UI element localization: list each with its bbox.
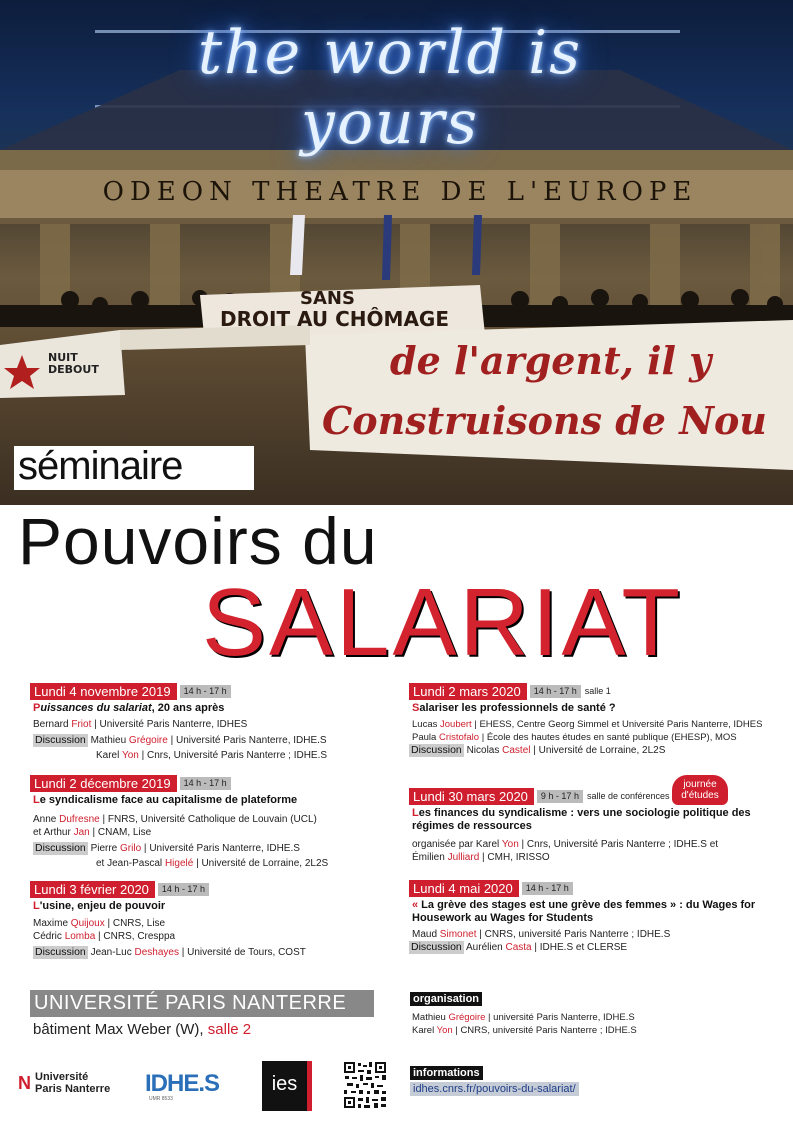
session-hours: 14 h - 17 h [180,777,231,790]
idhes-logo [145,1070,220,1102]
discussant-last-name: Higelé [164,858,194,869]
organiser-first-name: Karel [412,1025,435,1036]
organised-by: organisée par Karel [412,839,500,850]
university-bar: UNIVERSITÉ PARIS NANTERRE [30,990,374,1017]
session-hours: 14 h - 17 h [158,883,209,896]
topic-italic: uissances du salariat [40,702,152,714]
discussion-label: Discussion [35,946,86,958]
topic-initial: L [412,807,419,819]
ies-logo: ies [262,1061,312,1111]
speaker-first-name: Maxime [33,918,69,929]
session-2 [30,775,380,870]
speaker-affiliation: CNRS, Lise [112,918,166,929]
speaker-first-name: Bernard [33,719,69,730]
discussant-first-name: Jean-Luc [90,947,132,958]
speaker-affiliation: Université Paris Nanterre, IDHES [99,719,248,730]
speaker-last-name: Jan [73,827,90,838]
discussant-last-name: Casta [505,942,532,953]
discussant-affiliation: Université de Lorraine, 2L2S [538,745,666,756]
session-hours: 9 h - 17 h [537,790,583,803]
topic-rest: La grève des stages est une grève des femmes » : du Wages for Housework au Wages for Students [412,899,756,924]
session-topic [33,794,380,807]
discussant-first-name: Aurélien [466,942,503,953]
hero-photo [0,0,793,505]
topic-initial: S [412,702,420,714]
discussant-first-name: Nicolas [466,745,500,756]
discussant-affiliation: Université Paris Nanterre, IDHE.S [175,735,327,746]
speaker-first-name: Paula [412,732,437,743]
speaker: Bernard Friot | Université Paris Nanterre, IDHES [33,719,248,730]
venue-building: bâtiment Max Weber (W), [33,1021,204,1038]
session-6 [409,880,779,954]
session-hours: 14 h - 17 h [180,685,231,698]
session-hours: 14 h - 17 h [522,882,573,895]
session-topic [412,807,762,833]
session-5 [409,788,779,864]
discussant-affiliation: Université Paris Nanterre, IDHE.S [149,843,300,854]
session-hours: 14 h - 17 h [530,685,581,698]
session-date: Lundi 4 novembre 2019 [30,683,177,700]
discussion-label: Discussion [411,941,462,953]
discussant: Discussion Aurélien Casta | IDHE.S et CLERSE [411,941,628,953]
discussant-last-name: Castel [502,745,531,756]
topic-rest: alariser les professionnels de santé ? [419,702,616,714]
speaker-last-name: Yon [501,839,519,850]
session-topic [412,899,767,925]
discussant-first-name: et Jean-Pascal [96,858,163,869]
speaker-first-name: Lucas [412,719,438,730]
discussant: Discussion Jean-Luc Deshayes | Université de Tours, COST [35,946,306,958]
speaker-affiliation: FNRS, Université Catholique de Louvain (UCL) [107,814,317,825]
speaker-affiliation: CNRS, Cresppa [103,931,176,942]
banner-construisons: Construisons de Nou [322,398,767,443]
speaker: organisée par Karel Yon | Cnrs, Université Paris Nanterre ; IDHE.S et [412,839,719,850]
topic-rest: 'usine, enjeu de pouvoir [39,900,166,912]
discussant-first-name: Pierre [90,843,118,854]
logo-line-1: Université [35,1071,89,1083]
speaker-first-name: et Arthur [33,827,71,838]
discussant-affiliation: Université de Lorraine, 2L2S [201,858,329,869]
venue [33,1021,251,1038]
idhes-wordmark: IDHE.S [145,1070,220,1097]
logo-text [35,1071,110,1095]
session-topic [412,702,779,715]
topic-initial: L [33,900,40,912]
session-date: Lundi 3 février 2020 [30,881,155,898]
logo-line-2: Paris Nanterre [35,1083,111,1095]
speaker-last-name: Quijoux [70,918,105,929]
discussant: et Jean-Pascal Higelé | Université de Lorraine, 2L2S [96,858,329,869]
speaker-first-name: Maud [412,929,438,940]
topic-rest: e syndicalisme face au capitalisme de plateforme [39,794,298,806]
organiser: Mathieu Grégoire | université Paris Nanterre, IDHE.S [412,1012,635,1023]
discussion-label: Discussion [35,734,86,746]
session-room: salle 1 [584,686,611,696]
speaker-last-name: Simonet [439,929,477,940]
topic-rest: es finances du syndicalisme : vers une sociologie politique des régimes de ressources [412,807,751,832]
organiser: Karel Yon | CNRS, université Paris Nanterre ; IDHE.S [412,1025,637,1036]
speaker-last-name: Lomba [64,931,96,942]
speaker: Lucas Joubert | EHESS, Centre Georg Simmel et Université Paris Nanterre, IDHES [412,719,763,730]
speaker: Anne Dufresne | FNRS, Université Catholique de Louvain (UCL) [33,814,317,825]
topic-initial: L [33,794,40,806]
qr-code-icon [343,1061,387,1109]
speaker-last-name: Dufresne [59,814,100,825]
session-date: Lundi 2 décembre 2019 [30,775,177,792]
speaker-affiliation: CMH, IRISSO [487,852,550,863]
organiser-last-name: Grégoire [448,1012,486,1023]
kicker-seminaire: séminaire [18,444,183,488]
informations-label: informations [410,1066,483,1080]
banner-droit-au-chomage: DROIT AU CHÔMAGE [220,307,449,331]
speaker-last-name: Friot [71,719,92,730]
organiser-last-name: Yon [436,1025,453,1036]
session-topic [33,900,380,913]
speaker-last-name: Joubert [440,719,472,730]
organisers [412,1011,637,1037]
session-date: Lundi 2 mars 2020 [409,683,527,700]
discussant-first-name: Mathieu [90,735,127,746]
session-topic [33,702,380,715]
facade-inscription: ODEON THEATRE DE L'EUROPE [102,177,698,207]
idhes-subtitle: UMR 8533 [149,1096,173,1102]
discussant: Karel Yon | Cnrs, Université Paris Nanterre ; IDHE.S [96,750,328,761]
discussant-affiliation: Université de Tours, COST [187,947,306,958]
speaker-affiliation: EHESS, Centre Georg Simmel et Université Paris Nanterre, IDHES [479,719,763,730]
speaker: Maxime Quijoux | CNRS, Lise [33,918,166,929]
info-link[interactable]: idhes.cnrs.fr/pouvoirs-du-salariat/ [410,1082,579,1096]
discussant: Discussion Mathieu Grégoire | Université Paris Nanterre, IDHE.S [35,734,327,746]
session-date: Lundi 30 mars 2020 [409,788,534,805]
discussant: Discussion Pierre Grilo | Université Paris Nanterre, IDHE.S [35,842,300,854]
discussant-last-name: Grilo [120,843,142,854]
universite-paris-nanterre-logo [18,1071,110,1095]
organiser-affiliation: université Paris Nanterre, IDHE.S [493,1012,635,1023]
topic-initial: P [33,702,41,714]
speaker: Paula Cristofalo | École des hautes études en santé publique (EHESP), MOS [412,732,737,743]
speaker-affiliation: CNAM, Lise [97,827,152,838]
organiser-affiliation: CNRS, université Paris Nanterre ; IDHE.S [460,1025,637,1036]
discussant-affiliation: Cnrs, Université Paris Nanterre ; IDHE.S [147,750,328,761]
speaker-affiliation: École des hautes études en santé publique (EHESP), MOS [486,732,737,743]
banner-sans: SANS [300,288,355,309]
neon-sign: the world is yours [197,18,583,158]
discussant-first-name: Karel [96,750,120,761]
discussant-affiliation: IDHE.S et CLERSE [539,942,628,953]
speaker-first-name: Émilien [412,852,445,863]
speaker: Cédric Lomba | CNRS, Cresppa [33,931,176,942]
session-1 [30,683,380,762]
discussant-last-name: Deshayes [134,947,179,958]
speaker-last-name: Cristofalo [438,732,480,743]
discussion-label: Discussion [411,744,462,756]
venue-room: salle 2 [207,1021,252,1038]
session-4 [409,683,779,757]
speaker-affiliation: Cnrs, Université Paris Nanterre ; IDHE.S et [526,839,719,850]
banner-nuit-debout: NUIT DEBOUT [48,351,99,376]
discussant-last-name: Grégoire [128,735,168,746]
speaker-first-name: Anne [33,814,57,825]
logo-mark: N [18,1072,31,1093]
session-date: Lundi 4 mai 2020 [409,880,519,897]
title-line-1: Pouvoirs du [18,504,378,578]
discussant-last-name: Yon [121,750,139,761]
speaker-first-name: Cédric [33,931,62,942]
session-3 [30,881,380,959]
speaker-last-name: Julliard [447,852,480,863]
discussant: Discussion Nicolas Castel | Université de Lorraine, 2L2S [411,744,666,756]
speaker: Maud Simonet | CNRS, université Paris Nanterre ; IDHE.S [412,929,671,940]
speaker: et Arthur Jan | CNAM, Lise [33,827,152,838]
session-room: salle de conférences [586,791,670,801]
journee-etudes-badge: journée d'études [672,775,728,805]
speaker-affiliation: CNRS, université Paris Nanterre ; IDHE.S [484,929,671,940]
topic-initial: « [412,899,419,911]
topic-rest: , 20 ans après [151,702,225,714]
discussion-label: Discussion [35,842,86,854]
title-line-2: SALARIAT [202,569,684,676]
organisation-label: organisation [410,992,482,1006]
banner-argent: de l'argent, il y [390,338,712,383]
organiser-first-name: Mathieu [412,1012,446,1023]
speaker: Émilien Julliard | CMH, IRISSO [412,852,550,863]
